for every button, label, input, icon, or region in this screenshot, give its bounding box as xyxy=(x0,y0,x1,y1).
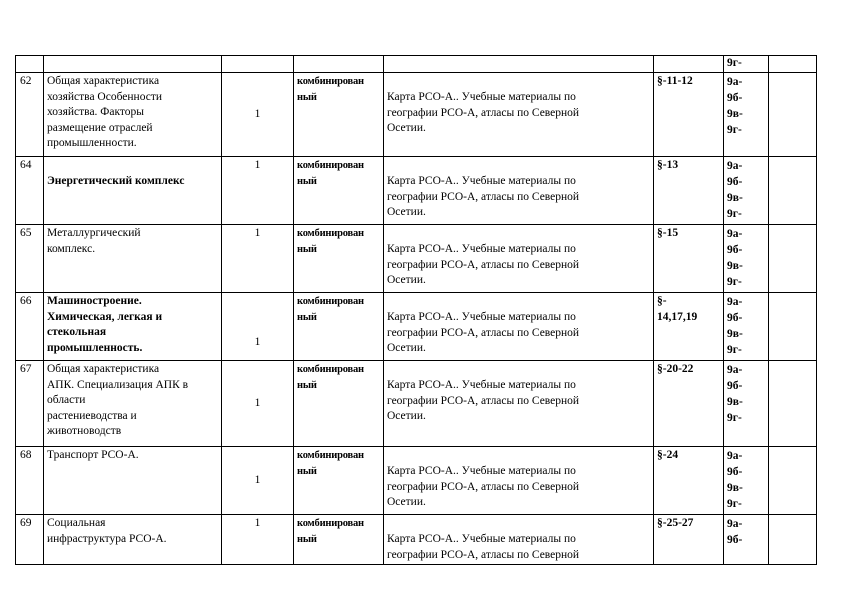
lesson-topic xyxy=(44,157,222,225)
class-line: 9б- xyxy=(727,312,743,324)
resource-line: Карта РСО-А.. Учебные материалы по xyxy=(387,379,576,391)
lesson-hours: 1 xyxy=(222,225,294,293)
topic-line: стекольная xyxy=(47,326,107,338)
type-line: ный xyxy=(297,534,317,545)
continuation-row xyxy=(16,56,817,73)
class-line: 9г- xyxy=(727,344,742,356)
type-line: комбинирован xyxy=(297,228,364,239)
topic-line: Энергетический комплекс xyxy=(47,175,185,187)
resource-line: Осетии. xyxy=(387,496,426,508)
resource-line: Карта РСО-А.. Учебные материалы по xyxy=(387,533,576,545)
lesson-classes xyxy=(724,361,769,447)
type-line: ный xyxy=(297,176,317,187)
class-line: 9а- xyxy=(727,228,743,240)
type-line: ный xyxy=(297,312,317,323)
class-line: 9б- xyxy=(727,244,743,256)
lesson-paragraph: §-25-27 xyxy=(654,515,724,565)
lesson-row xyxy=(16,73,817,157)
lesson-row xyxy=(16,293,817,361)
lesson-paragraph xyxy=(654,293,724,361)
lesson-paragraph: §-11-12 xyxy=(654,73,724,157)
type-line: комбинирован xyxy=(297,76,364,87)
paragraph-line: 14,17,19 xyxy=(657,310,698,323)
topic-line: животноводств xyxy=(47,425,122,437)
class-line: 9а- xyxy=(727,364,743,376)
lesson-classes xyxy=(724,225,769,293)
resource-line: географии РСО-А, атласы по Северной xyxy=(387,258,580,271)
lesson-classes xyxy=(724,515,769,565)
resource-line: Осетии. xyxy=(387,206,426,218)
lesson-resources xyxy=(384,225,654,293)
lesson-resources xyxy=(384,293,654,361)
class-line: 9в- xyxy=(727,396,743,408)
class-line: 9в- xyxy=(727,260,743,272)
lesson-notes xyxy=(769,361,817,447)
class-line: 9б- xyxy=(727,466,743,478)
type-line: комбинирован xyxy=(297,450,364,461)
class-line: 9г- xyxy=(727,208,742,220)
topic-line: промышленности. xyxy=(47,137,137,149)
lesson-resources xyxy=(384,157,654,225)
resource-line: Карта РСО-А.. Учебные материалы по xyxy=(387,465,576,477)
resource-line: Карта РСО-А.. Учебные материалы по xyxy=(387,91,576,103)
lesson-number: 66 xyxy=(16,293,44,361)
class-label: 9г- xyxy=(727,57,742,69)
cell-notes xyxy=(769,56,817,73)
lesson-type xyxy=(294,361,384,447)
class-line: 9г- xyxy=(727,276,742,288)
topic-line: Общая характеристика xyxy=(47,75,160,87)
class-line: 9б- xyxy=(727,534,743,546)
cell-classes xyxy=(724,56,769,73)
topic-line: АПК. Специализация АПК в xyxy=(47,378,189,391)
lesson-classes xyxy=(724,447,769,515)
resource-line: географии РСО-А, атласы по Северной xyxy=(387,106,580,119)
lesson-paragraph: §-15 xyxy=(654,225,724,293)
lesson-plan-table xyxy=(15,55,817,565)
resource-line: Карта РСО-А.. Учебные материалы по xyxy=(387,243,576,255)
resource-line: географии РСО-А, атласы по Северной xyxy=(387,326,580,339)
lesson-topic xyxy=(44,515,222,565)
type-line: ный xyxy=(297,380,317,391)
lesson-topic xyxy=(44,293,222,361)
lesson-row xyxy=(16,447,817,515)
class-line: 9в- xyxy=(727,328,743,340)
lesson-resources xyxy=(384,361,654,447)
topic-line: хозяйства. Факторы xyxy=(47,106,145,118)
class-line: 9в- xyxy=(727,482,743,494)
lesson-number: 62 xyxy=(16,73,44,157)
cell-num xyxy=(16,56,44,73)
lesson-type xyxy=(294,225,384,293)
topic-line: размещение отраслей xyxy=(47,121,153,134)
type-line: комбинирован xyxy=(297,160,364,171)
class-line: 9г- xyxy=(727,412,742,424)
lesson-notes xyxy=(769,293,817,361)
lesson-resources xyxy=(384,447,654,515)
lesson-plan-body xyxy=(16,56,817,565)
topic-line: Химическая, легкая и xyxy=(47,310,163,323)
topic-line: Общая характеристика xyxy=(47,363,160,375)
lesson-row xyxy=(16,225,817,293)
type-line: ный xyxy=(297,244,317,255)
lesson-notes xyxy=(769,225,817,293)
lesson-topic xyxy=(44,361,222,447)
lesson-paragraph: §-13 xyxy=(654,157,724,225)
topic-line: области xyxy=(47,394,86,406)
lesson-hours: 1 xyxy=(222,361,294,447)
resource-line: Осетии. xyxy=(387,342,426,354)
lesson-number: 64 xyxy=(16,157,44,225)
resource-line: Осетии. xyxy=(387,274,426,286)
class-line: 9а- xyxy=(727,518,743,530)
lesson-row xyxy=(16,157,817,225)
lesson-number: 67 xyxy=(16,361,44,447)
class-line: 9в- xyxy=(727,192,743,204)
topic-line: инфраструктура РСО-А. xyxy=(47,532,167,545)
lesson-type xyxy=(294,157,384,225)
lesson-topic xyxy=(44,73,222,157)
lesson-paragraph: §-20-22 xyxy=(654,361,724,447)
resource-line: Карта РСО-А.. Учебные материалы по xyxy=(387,311,576,323)
class-line: 9а- xyxy=(727,160,743,172)
lesson-classes xyxy=(724,157,769,225)
topic-line: комплекс. xyxy=(47,242,96,255)
lesson-type xyxy=(294,73,384,157)
topic-line: промышленность. xyxy=(47,341,143,354)
lesson-notes xyxy=(769,157,817,225)
lesson-hours: 1 xyxy=(222,515,294,565)
class-line: 9г- xyxy=(727,124,742,136)
resource-line: географии РСО-А, атласы по Северной xyxy=(387,394,580,407)
class-line: 9а- xyxy=(727,296,743,308)
type-line: комбинирован xyxy=(297,296,364,307)
lesson-type xyxy=(294,293,384,361)
topic-line: Социальная xyxy=(47,517,106,529)
lesson-classes xyxy=(724,293,769,361)
paragraph-line: §- xyxy=(657,295,667,307)
lesson-resources xyxy=(384,515,654,565)
resource-line: Осетии. xyxy=(387,122,426,134)
lesson-row xyxy=(16,361,817,447)
topic-line: растениеводства и xyxy=(47,409,137,422)
cell-paragraph xyxy=(654,56,724,73)
cell-topic xyxy=(44,56,222,73)
resource-line: географии РСО-А, атласы по Северной xyxy=(387,548,580,561)
lesson-hours: 1 xyxy=(222,157,294,225)
class-line: 9б- xyxy=(727,176,743,188)
cell-resource xyxy=(384,56,654,73)
lesson-type xyxy=(294,447,384,515)
lesson-hours: 1 xyxy=(222,447,294,515)
lesson-hours: 1 xyxy=(222,293,294,361)
resource-line: Осетии. xyxy=(387,410,426,422)
topic-line: хозяйства Особенности xyxy=(47,90,163,103)
topic-line: Транспорт РСО-А. xyxy=(47,449,139,461)
lesson-notes xyxy=(769,73,817,157)
lesson-hours: 1 xyxy=(222,73,294,157)
lesson-notes xyxy=(769,447,817,515)
topic-line: Машиностроение. xyxy=(47,295,142,307)
class-line: 9а- xyxy=(727,450,743,462)
lesson-row xyxy=(16,515,817,565)
class-line: 9а- xyxy=(727,76,743,88)
type-line: комбинирован xyxy=(297,518,364,529)
type-line: ный xyxy=(297,466,317,477)
cell-type xyxy=(294,56,384,73)
lesson-topic xyxy=(44,447,222,515)
lesson-number: 68 xyxy=(16,447,44,515)
resource-line: географии РСО-А, атласы по Северной xyxy=(387,480,580,493)
lesson-classes xyxy=(724,73,769,157)
resource-line: географии РСО-А, атласы по Северной xyxy=(387,190,580,203)
cell-hours xyxy=(222,56,294,73)
lesson-topic xyxy=(44,225,222,293)
lesson-type xyxy=(294,515,384,565)
type-line: комбинирован xyxy=(297,364,364,375)
lesson-resources xyxy=(384,73,654,157)
class-line: 9б- xyxy=(727,380,743,392)
type-line: ный xyxy=(297,92,317,103)
class-line: 9б- xyxy=(727,92,743,104)
class-line: 9г- xyxy=(727,498,742,510)
class-line: 9в- xyxy=(727,108,743,120)
topic-line: Металлургический xyxy=(47,227,141,239)
lesson-number: 69 xyxy=(16,515,44,565)
lesson-number: 65 xyxy=(16,225,44,293)
lesson-notes xyxy=(769,515,817,565)
resource-line: Карта РСО-А.. Учебные материалы по xyxy=(387,175,576,187)
lesson-paragraph: §-24 xyxy=(654,447,724,515)
